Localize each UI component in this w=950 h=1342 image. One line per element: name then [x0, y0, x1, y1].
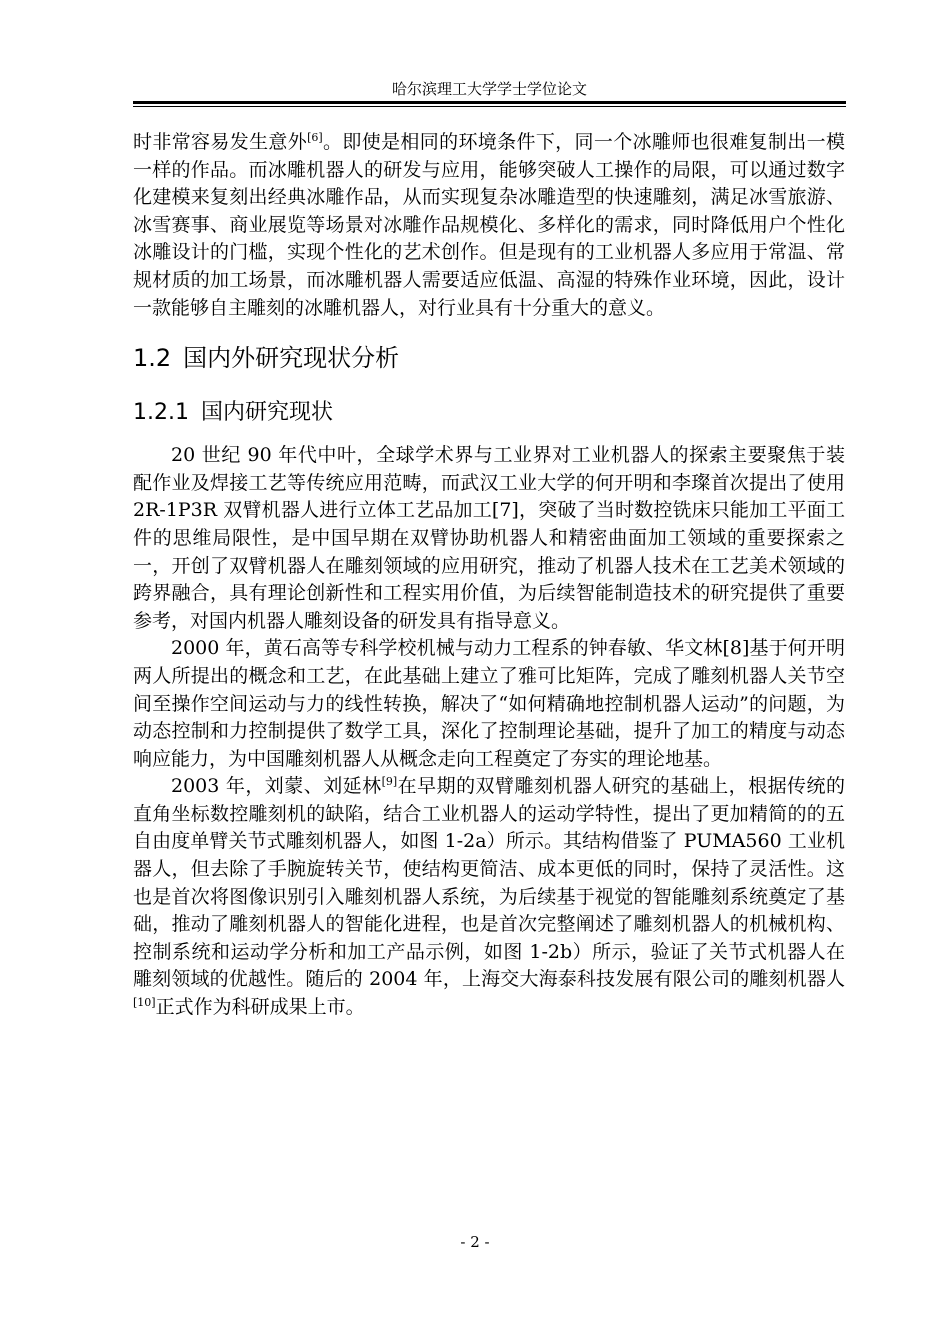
page-number: - 2 - — [460, 1233, 490, 1251]
subsection-title: 国内研究现状 — [200, 400, 333, 426]
paragraph-text: 正式作为科研成果上市。 — [155, 996, 365, 1019]
paragraph-text: 。即使是相同的环境条件下，同一个冰雕师也很难复制出一模一样的作品。而冰雕机器人的研发与应用，能够突破人工操作的局限，可以通过数字化建模来复刻出经典冰雕作品，从而实现复杂冰雕造型的快速雕刻，满足冰雪旅游、冰雪赛事、商业展览等场景对冰雕作品规模化、多样化的需求，同时降低用户个性化冰雕设计的门槛，实现个性化的艺术创作。但是现有的工业机器人多应用于常温、常规材质的加工场景，而冰雕机器人需要适应低温、高湿的特殊作业环境，因此，设计一款能够自主雕刻的冰雕机器人，对行业具有十分重大的意义。 — [133, 131, 845, 319]
subsection-number: 1.2.1 — [133, 400, 189, 426]
running-header: 哈尔滨理工大学学士学位论文 — [391, 80, 587, 98]
section-heading — [133, 340, 845, 376]
subsection-heading — [133, 396, 845, 430]
paragraph-2003 — [133, 773, 845, 1021]
citation-ref: [6] — [307, 131, 323, 144]
section-title: 国内外研究现状分析 — [183, 344, 400, 373]
header-rule-thick — [133, 101, 846, 104]
paragraph-2000: 2000 年，黄石高等专科学校机械与动力工程系的钟春敏、华文林[8]基于何开明两人所提出的概念和工艺，在此基础上建立了雅可比矩阵，完成了雕刻机器人关节空间至操作空间运动与力的线性转换，解决了“如何精确地控制机器人运动”的问题，为动态控制和力控制提供了数学工具，深化了控制理论基础，提升了加工的精度与动态响应能力，为中国雕刻机器人从概念走向工程奠定了夯实的理论地基。 — [133, 637, 845, 770]
header-rule-thin — [133, 106, 846, 107]
paragraph-text: 在早期的双臂雕刻机器人研究的基础上，根据传统的直角坐标数控雕刻机的缺陷，结合工业机器人的运动学特性，提出了更加精简的的五自由度单臂关节式雕刻机器人，如图 1-2a）所示。其结构借鉴了 PUMA560 工业机器人，但去除了手腕旋转关节，使结构更简洁、成本更低的同时，保持了灵活性。这也是首次将图像识别引入雕刻机器人系统，为后续基于视觉的智能雕刻系统奠定了基础，推动了雕刻机器人的智能化进程，也是首次完整阐述了雕刻机器人的机械机构、控制系统和运动学分析和加工产品示例，如图 1-2b）所示，验证了关节式机器人在雕刻领域的优越性。随后的 2004 年，上海交大海泰科技发展有限公司的雕刻机器人 — [133, 775, 845, 991]
paragraph-1990s: 20 世纪 90 年代中叶，全球学术界与工业界对工业机器人的探索主要聚焦于装配作业及焊接工艺等传统应用范畴，而武汉工业大学的何开明和李璨首次提出了使用 2R-1P3R 双臂机器人进行立体工艺品加工[7]，突破了当时数控铣床只能加工平面工件的思维局限性，是中国早期在双臂协助机器人和精密曲面加工领域的重要探索之一，开创了双臂机器人在雕刻领域的应用研究，推动了机器人技术在工艺美术领域的跨界融合，具有理论创新性和工程实用价值，为后续智能制造技术的研究提供了重要参考，对国内机器人雕刻设备的研发具有指导意义。 — [133, 444, 845, 632]
paragraph-text: 时非常容易发生意外 — [133, 131, 308, 153]
paragraph-text: 2003 年，刘蒙、刘延林 — [171, 775, 382, 798]
citation-ref: [10] — [133, 996, 156, 1010]
section-number: 1.2 — [133, 344, 172, 373]
citation-ref: [9] — [381, 775, 398, 789]
paragraph-continued — [133, 129, 845, 322]
page-body — [133, 129, 845, 1022]
